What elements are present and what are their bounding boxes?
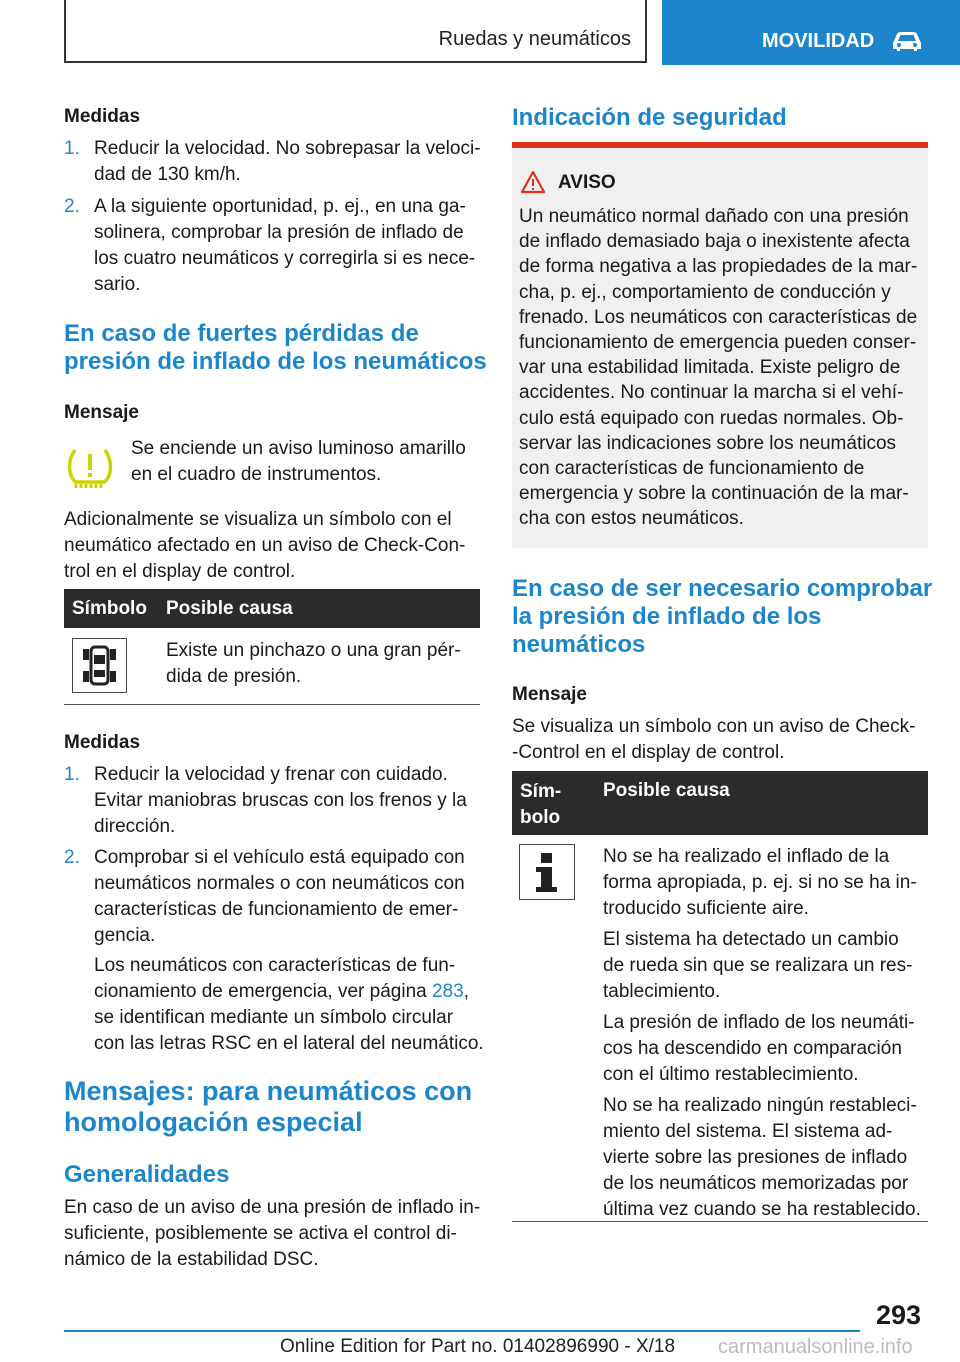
list-number: 2.: [64, 196, 80, 217]
message-heading: Mensaje: [512, 684, 587, 705]
text-line: námico de la estabilidad DSC.: [64, 1249, 319, 1270]
measures-heading: Medidas: [64, 732, 141, 753]
text-line: solinera, comprobar la presión de inflado de: [94, 222, 464, 243]
list-item: [94, 845, 465, 949]
text-line: neumáticos normales o con neumáticos con: [94, 873, 465, 894]
message-text: [131, 436, 466, 488]
table-header: [64, 589, 480, 628]
text-line: con las letras RSC en el lateral del neumático.: [94, 1033, 484, 1054]
column-header-symbol: [520, 779, 561, 831]
paragraph: [64, 507, 465, 585]
cause-item: [603, 844, 921, 922]
rsc-paragraph: [94, 953, 484, 1057]
text-line: sario.: [94, 274, 141, 295]
paragraph: [64, 1195, 480, 1273]
text-line: No se ha realizado el inflado de la: [603, 846, 890, 867]
text-line: de rueda sin que se realizara un res-: [603, 955, 913, 976]
text-line: bolo: [520, 807, 561, 828]
text-line: accidentes. No continuar la marcha si el vehí-: [519, 382, 904, 404]
page-reference-link[interactable]: 283: [431, 981, 464, 1002]
text-line: [94, 979, 484, 1005]
list-item: [94, 136, 481, 188]
section-heading: Indicación de seguridad: [512, 104, 787, 131]
message-heading: Mensaje: [64, 402, 139, 423]
header-chapter-title: MOVILIDAD: [762, 30, 875, 52]
footer-rule: [64, 1330, 860, 1332]
cause-item: [603, 1010, 921, 1088]
text-line: última vez cuando se ha restablecido.: [603, 1199, 921, 1220]
text-line: dida de presión.: [166, 666, 302, 687]
car-icon: [890, 29, 924, 53]
text-line: tablecimiento.: [603, 981, 721, 1002]
list-item: [94, 194, 475, 298]
text-line: en el cuadro de instrumentos.: [131, 464, 382, 485]
watermark: carmanualsonline.info: [718, 1336, 913, 1358]
text-line: dad de 130 km/h.: [94, 164, 241, 185]
heading-line: homologación especial: [64, 1107, 363, 1137]
table-cause-cell: [166, 638, 461, 690]
text-line: con características de funcionamiento de: [519, 458, 865, 480]
column-header-cause: Posible causa: [166, 598, 293, 619]
cause-item: [603, 1093, 921, 1223]
list-item: [94, 762, 467, 840]
section-heading: [64, 320, 487, 376]
text-line: servar las indicaciones sobre los neumáticos: [519, 432, 897, 454]
text-line: de los neumáticos memorizadas por: [603, 1173, 909, 1194]
measures-heading: Medidas: [64, 106, 141, 127]
text-line: Reducir la velocidad y frenar con cuidado.: [94, 764, 448, 785]
heading-line: En caso de ser necesario comprobar: [512, 575, 933, 602]
text-line: Evitar maniobras bruscas con los frenos y la: [94, 790, 467, 811]
header-section-title: Ruedas y neumáticos: [438, 28, 631, 50]
text-line: Adicionalmente se visualiza un símbolo con el: [64, 509, 452, 530]
table-cause-cell: [603, 844, 921, 1223]
text-line: Un neumático normal dañado con una presión: [519, 206, 909, 227]
text-fragment: ,: [463, 981, 469, 1002]
text-line: suficiente, posiblemente se activa el control di-: [64, 1223, 457, 1244]
text-line: vierte sobre las presiones de inflado: [603, 1147, 908, 1168]
table-symbol-cell: [519, 844, 575, 900]
cause-item: [603, 927, 921, 1005]
text-line: Sím-: [520, 781, 562, 802]
text-line: A la siguiente oportunidad, p. ej., en una ga-: [94, 196, 466, 217]
section-heading: [512, 575, 932, 659]
info-icon: [520, 845, 574, 899]
text-line: de inflado demasiado baja o inexistente afecta: [519, 231, 910, 253]
text-line: forma apropiada, p. ej. si no se ha in-: [603, 872, 917, 893]
text-line: -Control en el display de control.: [512, 742, 785, 763]
text-line: La presión de inflado de los neumáti-: [603, 1012, 915, 1033]
column-header-cause: Posible causa: [603, 780, 730, 801]
text-line: emergencia y sobre la continuación de la mar-: [519, 483, 909, 505]
text-line: características de funcionamiento de emer-: [94, 899, 459, 920]
table-header: [512, 771, 928, 835]
list-number: 2.: [64, 847, 80, 868]
heading-line: presión de inflado de los neumáticos: [64, 348, 487, 375]
warning-triangle-icon: [520, 170, 546, 194]
text-line: troducido suficiente aire.: [603, 898, 809, 919]
text-line: No se ha realizado ningún restableci-: [603, 1095, 917, 1116]
text-line: Se visualiza un símbolo con un aviso de Check-: [512, 716, 916, 737]
heading-line: la presión de inflado de los: [512, 603, 822, 630]
table-symbol-cell: [72, 638, 127, 693]
text-line: neumático afectado en un aviso de Check-Con-: [64, 535, 466, 556]
text-fragment: cionamiento de emergencia, ver página: [94, 981, 432, 1002]
text-line: var una estabilidad limitada. Existe peligro de: [519, 357, 901, 379]
list-number: 1.: [64, 138, 80, 159]
warning-text: [519, 204, 917, 532]
vehicle-tire-icon: [73, 639, 126, 692]
text-line: se identifican mediante un símbolo circular: [94, 1007, 454, 1028]
header-section-box: [64, 0, 647, 63]
text-line: Existe un pinchazo o una gran pér-: [166, 640, 461, 661]
text-line: Se enciende un aviso luminoso amarillo: [131, 438, 466, 459]
heading-line: Mensajes: para neumáticos con: [64, 1076, 473, 1106]
chapter-heading: [64, 1076, 472, 1138]
edition-info: Online Edition for Part no. 01402896990 - X/18: [280, 1336, 676, 1357]
text-line: cha con estos neumáticos.: [519, 508, 744, 530]
text-line: miento del sistema. El sistema ad-: [603, 1121, 893, 1142]
header-chapter-tab: [662, 0, 960, 65]
text-line: Reducir la velocidad. No sobrepasar la veloci-: [94, 138, 481, 159]
text-line: Los neumáticos con características de fun-: [94, 955, 456, 976]
table-bottom-rule: [512, 1221, 928, 1222]
text-line: los cuatro neumáticos y corregirla si es nece-: [94, 248, 476, 269]
text-line: con el último restablecimiento.: [603, 1064, 859, 1085]
text-line: cha, p. ej., comportamiento de conducción y: [519, 281, 891, 303]
text-line: funcionamiento de emergencia pueden conser-: [519, 332, 917, 354]
text-line: En caso de un aviso de una presión de inflado in-: [64, 1197, 481, 1218]
text-line: culo está equipado con ruedas normales. Ob-: [519, 407, 904, 429]
subsection-heading: Generalidades: [64, 1161, 230, 1188]
text-line: gencia.: [94, 925, 156, 946]
text-line: dirección.: [94, 816, 176, 837]
text-line: El sistema ha detectado un cambio: [603, 929, 899, 950]
paragraph: [512, 714, 915, 766]
text-line: de forma negativa a las propiedades de la mar-: [519, 256, 918, 278]
heading-line: neumáticos: [512, 631, 646, 658]
page-number: 293: [876, 1300, 922, 1330]
text-line: frenado. Los neumáticos con características de: [519, 306, 918, 328]
text-line: cos ha descendido en comparación: [603, 1038, 902, 1059]
warning-label: AVISO: [558, 172, 616, 193]
text-line: trol en el display de control.: [64, 561, 296, 582]
tire-pressure-warning-icon: [66, 446, 114, 490]
heading-line: En caso de fuertes pérdidas de: [64, 320, 419, 347]
text-line: Comprobar si el vehículo está equipado con: [94, 847, 465, 868]
list-number: 1.: [64, 764, 80, 785]
table-bottom-rule: [64, 704, 480, 705]
column-header-symbol: Símbolo: [72, 598, 147, 619]
